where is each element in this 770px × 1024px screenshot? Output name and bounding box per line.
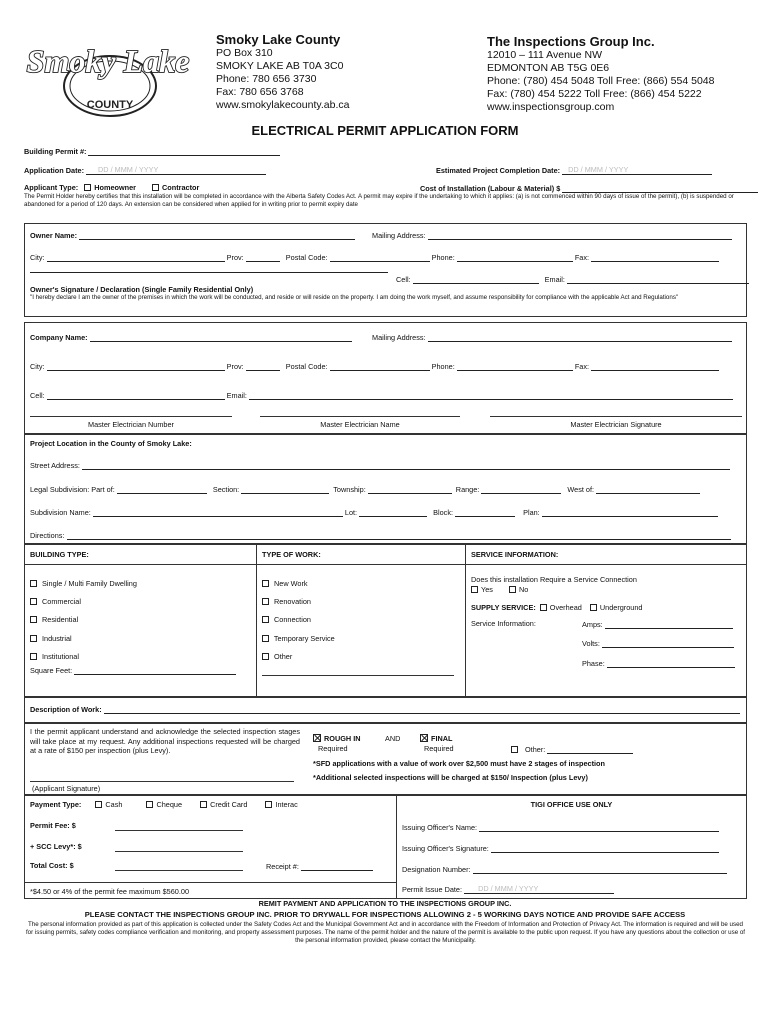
underground-checkbox[interactable] — [590, 604, 597, 611]
rough-in-checkbox[interactable] — [313, 734, 321, 742]
other-inspection-checkbox[interactable] — [511, 746, 518, 753]
inspections-contact — [487, 34, 714, 114]
volts-field[interactable] — [602, 638, 734, 648]
company-mailing-label: Mailing Address: — [372, 333, 426, 342]
range-label: Range: — [455, 485, 480, 494]
levy-note: *$4.50 or 4% of the permit fee maximum $560.00 — [30, 887, 189, 896]
homeowner-checkbox[interactable] — [84, 184, 91, 191]
issue-date-label: Permit Issue Date: — [402, 885, 463, 894]
street-field[interactable] — [82, 460, 730, 470]
owner-mailing-label: Mailing Address: — [372, 231, 426, 240]
inspections-line-1: 12010 – 111 Avenue NW — [487, 49, 603, 61]
supply-service-row — [471, 603, 642, 612]
amps-field[interactable] — [605, 619, 733, 629]
owner-city-label: City: — [30, 253, 45, 262]
other-work-line[interactable] — [262, 675, 454, 676]
company-cell-field[interactable] — [47, 390, 225, 400]
issuing-signature-row — [402, 843, 719, 853]
block-field[interactable] — [455, 507, 515, 517]
cost-label: Cost of Installation (Labour & Material) $ — [420, 184, 561, 193]
and-label: AND — [385, 734, 401, 743]
completion-date-placeholder: DD / MMM / YYYY — [568, 165, 629, 174]
applicant-signature-line[interactable] — [30, 781, 294, 782]
service-info-label: Service Information: — [471, 619, 536, 628]
overhead-label: Overhead — [549, 603, 582, 612]
work-type-checkbox-0[interactable] — [262, 580, 269, 587]
county-contact — [216, 32, 349, 112]
permit-fee-label: Permit Fee: $ — [30, 821, 76, 830]
company-prov-label: Prov: — [226, 362, 244, 371]
issuing-signature-label: Issuing Officer's Signature: — [402, 844, 489, 853]
overhead-checkbox[interactable] — [540, 604, 547, 611]
sfd-note: *SFD applications with a value of work over $2,500 must have 2 stages of inspection — [313, 759, 605, 768]
company-city-field[interactable] — [47, 361, 225, 371]
form-title: ELECTRICAL PERMIT APPLICATION FORM — [251, 123, 519, 138]
service-question: Does this installation Require a Service Connection — [471, 575, 637, 584]
building-type-checkbox-1[interactable] — [30, 598, 37, 605]
company-email-field[interactable] — [249, 390, 733, 400]
final-checkbox[interactable] — [420, 734, 428, 742]
receipt-field[interactable] — [301, 861, 373, 871]
building-type-title: BUILDING TYPE: — [30, 550, 89, 559]
work-type-checkbox-1[interactable] — [262, 598, 269, 605]
company-email-label: Email: — [226, 391, 247, 400]
owner-postal-field[interactable] — [330, 252, 430, 262]
underground-label: Underground — [599, 603, 643, 612]
owner-prov-label: Prov: — [226, 253, 244, 262]
application-date-label: Application Date: — [24, 166, 84, 175]
final-label: FINAL — [431, 734, 453, 743]
scc-levy-label: + SCC Levy*: $ — [30, 842, 82, 851]
company-postal-field[interactable] — [330, 361, 430, 371]
owner-city-row — [30, 252, 719, 262]
county-line-1: PO Box 310 — [216, 47, 273, 59]
contractor-label: Contractor — [162, 183, 200, 192]
description-row — [30, 704, 740, 714]
receipt-label: Receipt #: — [266, 862, 299, 871]
building-type-checkbox-3[interactable] — [30, 635, 37, 642]
issuing-name-row — [402, 822, 719, 832]
office-title: TIGI OFFICE USE ONLY — [530, 800, 613, 809]
applicant-signature-label: (Applicant Signature) — [32, 784, 101, 793]
cost-field[interactable] — [562, 183, 758, 193]
application-date-placeholder: DD / MMM / YYYY — [98, 165, 159, 174]
service-yes-no-row — [471, 585, 528, 594]
west-of-label: West of: — [567, 485, 595, 494]
inspections-line-4: Fax: (780) 454 5222 Toll Free: (866) 454 5222 — [487, 88, 702, 100]
volts-label: Volts: — [582, 639, 600, 648]
application-date-row — [24, 165, 266, 175]
owner-fax-field[interactable] — [591, 252, 719, 262]
service-title: SERVICE INFORMATION: — [471, 550, 559, 559]
logo-county-text: COUNTY — [86, 99, 134, 111]
phase-row — [582, 658, 735, 668]
inspections-line-5: www.inspectionsgroup.com — [487, 101, 615, 113]
issuing-signature-field[interactable] — [491, 843, 719, 853]
building-type-item[interactable] — [30, 611, 137, 629]
issuing-name-field[interactable] — [479, 822, 719, 832]
work-type-item[interactable] — [262, 593, 335, 611]
work-type-item[interactable] — [262, 575, 335, 593]
service-yes-label: Yes — [481, 585, 493, 594]
owner-city-field[interactable] — [47, 252, 225, 262]
scc-levy-field[interactable] — [115, 851, 243, 852]
building-permit-label: Building Permit #: — [24, 147, 87, 156]
work-type-label-2: Connection — [274, 615, 311, 625]
company-postal-label: Postal Code: — [285, 362, 328, 371]
application-date-field[interactable] — [86, 165, 266, 175]
building-permit-field[interactable] — [88, 146, 280, 156]
designation-field[interactable] — [473, 864, 727, 874]
company-name-field[interactable] — [90, 332, 352, 342]
work-type-checkbox-2[interactable] — [262, 616, 269, 623]
work-type-label-3: Temporary Service — [273, 633, 335, 643]
designation-label: Designation Number: — [402, 865, 471, 874]
owner-cell-field[interactable] — [413, 274, 539, 284]
subdivision-row — [30, 507, 718, 517]
building-type-label-3: Industrial — [42, 633, 72, 643]
square-feet-row — [30, 665, 236, 675]
owner-fax-label: Fax: — [574, 253, 590, 262]
contractor-checkbox[interactable] — [152, 184, 159, 191]
owner-name-field[interactable] — [79, 230, 355, 240]
cost-row — [420, 183, 758, 193]
building-permit-row — [24, 146, 280, 156]
directions-label: Directions: — [30, 531, 65, 540]
square-feet-label: Square Feet: — [30, 666, 73, 675]
legal-row — [30, 484, 700, 494]
inspections-line-3: Phone: (780) 454 5048 Toll Free: (866) 554 5048 — [487, 75, 715, 87]
section-label: Section: — [212, 485, 240, 494]
lot-field[interactable] — [359, 507, 427, 517]
owner-cell-row — [396, 274, 749, 284]
master-name-line[interactable] — [260, 416, 460, 417]
square-feet-field[interactable] — [74, 665, 236, 675]
final-required: Required — [424, 744, 454, 753]
type-of-work-list — [262, 575, 335, 666]
description-label: Description of Work: — [30, 705, 102, 714]
range-field[interactable] — [481, 484, 561, 494]
master-signature-label: Master Electrician Signature — [570, 420, 662, 429]
street-row — [30, 460, 730, 470]
completion-date-field[interactable] — [562, 165, 712, 175]
payment-cash-checkbox[interactable] — [95, 801, 102, 808]
owner-mailing-row — [372, 230, 732, 240]
building-type-item[interactable] — [30, 593, 137, 611]
work-type-label-4: Other — [274, 651, 293, 661]
rough-in-label: ROUGH IN — [324, 734, 361, 743]
owner-name-row — [30, 230, 355, 240]
applicant-type-row — [24, 183, 199, 192]
county-line-2: SMOKY LAKE AB T0A 3C0 — [216, 60, 344, 72]
plan-field[interactable] — [542, 507, 718, 517]
company-name-label: Company Name: — [30, 333, 88, 342]
other-inspection-label: Other: — [525, 745, 546, 754]
work-type-label-1: Renovation — [274, 597, 311, 607]
other-inspection-row — [511, 744, 633, 754]
building-type-checkbox-0[interactable] — [30, 580, 37, 587]
owner-name-label: Owner Name: — [30, 231, 78, 240]
work-type-checkbox-3[interactable] — [262, 635, 269, 642]
payment-type-label: Payment Type: — [30, 800, 82, 809]
completion-date-label: Estimated Project Completion Date: — [436, 166, 561, 175]
supply-service-label: SUPPLY SERVICE: — [471, 603, 536, 612]
section-field[interactable] — [241, 484, 329, 494]
total-cost-field[interactable] — [115, 870, 243, 871]
service-no-checkbox[interactable] — [509, 586, 516, 593]
designation-row — [402, 864, 727, 874]
inspection-acknowledgement: I the permit applicant understand and acknowledge the selected inspection stages will take place at my request. Any additional inspections requested will be charged at a rate of $150 per inspection (plus Levy). — [30, 727, 300, 755]
service-yes-checkbox[interactable] — [471, 586, 478, 593]
phase-label: Phase: — [582, 659, 605, 668]
west-of-field[interactable] — [596, 484, 700, 494]
other-inspection-field[interactable] — [547, 744, 633, 754]
completion-date-row — [436, 165, 712, 175]
master-number-label: Master Electrician Number — [88, 420, 174, 429]
block-label: Block: — [433, 508, 454, 517]
remit-notice: REMIT PAYMENT AND APPLICATION TO THE INSPECTIONS GROUP INC. — [258, 899, 512, 908]
part-of-field[interactable] — [117, 484, 207, 494]
company-cell-label: Cell: — [30, 391, 45, 400]
volts-row — [582, 638, 734, 648]
building-type-list — [30, 575, 137, 666]
work-type-item[interactable] — [262, 648, 335, 666]
company-mailing-field[interactable] — [428, 332, 732, 342]
payment-interac-checkbox[interactable] — [265, 801, 272, 808]
plan-label: Plan: — [523, 508, 540, 517]
company-prov-field[interactable] — [246, 361, 280, 371]
rough-in-row — [313, 734, 361, 743]
owner-phone-field[interactable] — [457, 252, 573, 262]
county-logo — [18, 28, 198, 118]
payment-type-row — [30, 800, 298, 809]
work-type-label-0: New Work — [274, 579, 308, 588]
building-type-item[interactable] — [30, 630, 137, 648]
owner-signature-title: Owner's Signature / Declaration (Single Family Residential Only) — [30, 285, 254, 294]
company-name-row — [30, 332, 352, 342]
payment-cash-label: Cash — [105, 800, 123, 809]
company-cell-row — [30, 390, 733, 400]
owner-postal-label: Postal Code: — [285, 253, 328, 262]
logo-graphic — [18, 28, 198, 118]
county-line-3: Phone: 780 656 3730 — [216, 73, 317, 85]
owner-cell-label: Cell: — [396, 275, 411, 284]
additional-inspection-note: *Additional selected inspections will be charged at $150/ Inspection (plus Levy) — [313, 773, 588, 782]
issue-date-placeholder: DD / MMM / YYYY — [478, 884, 539, 893]
directions-row — [30, 530, 731, 540]
building-type-label-0: Single / Multi Family Dwelling — [42, 579, 137, 588]
building-type-checkbox-2[interactable] — [30, 616, 37, 623]
inspections-name: The Inspections Group Inc. — [487, 34, 655, 49]
inspections-line-2: EDMONTON AB T5G 0E6 — [487, 62, 610, 74]
privacy-notice: The personal information provided as part of this application is collected under the Safety Codes Act and the Municipal Government Act and in accordance with the Freedom of Information and Protection of Privacy Act. The information is required and will be used for issuing permits, safety codes compliance verification and monitoring, and property assessment purposes. The name of the permit holder and the nature of the permit is available to the public upon request. If you have any questions about the collection or use of the personal information provided, please contact the Municipality. — [25, 921, 746, 944]
logo-title-text: Smoky Lake — [26, 43, 190, 79]
building-type-checkbox-4[interactable] — [30, 653, 37, 660]
company-phone-field[interactable] — [457, 361, 573, 371]
total-cost-label: Total Cost: $ — [30, 861, 74, 870]
directions-field[interactable] — [67, 530, 731, 540]
amps-label: Amps: — [582, 620, 603, 629]
work-type-checkbox-4[interactable] — [262, 653, 269, 660]
township-field[interactable] — [368, 484, 452, 494]
master-number-line[interactable] — [30, 416, 232, 417]
issue-date-row — [402, 884, 614, 894]
owner-declaration: "I hereby declare I am the owner of the premises in which the work will be conducted, and reside or will reside on the property. I am doing the work myself, and assume responsibility for compliance with the applicable Act and Regulations" — [30, 294, 679, 301]
subdivision-label: Subdivision Name: — [30, 508, 91, 517]
payment-cheque-checkbox[interactable] — [146, 801, 153, 808]
permit-notice: The Permit Holder hereby certifies that this installation will be completed in accordance with the Alberta Safety Codes Act. A permit may expire if the undertaking to which it applies: (a) is not commenced within 90 days of issue of the permit), (b) is suspended or abandoned for a period of 120 days. An extension can be considered when applied for in writing prior to permit expiry date — [24, 193, 734, 208]
company-fax-label: Fax: — [574, 362, 590, 371]
township-label: Township: — [333, 485, 366, 494]
service-no-label: No — [518, 585, 529, 594]
payment-cheque-label: Cheque — [156, 800, 183, 809]
company-city-label: City: — [30, 362, 45, 371]
subdivision-field[interactable] — [93, 507, 343, 517]
type-of-work-title: TYPE OF WORK: — [262, 550, 321, 559]
work-type-item[interactable] — [262, 611, 335, 629]
owner-email-label: Email: — [544, 275, 565, 284]
description-field[interactable] — [104, 704, 740, 714]
location-title: Project Location in the County of Smoky Lake: — [30, 439, 192, 448]
county-line-5: www.smokylakecounty.ab.ca — [216, 99, 350, 111]
owner-mailing-field[interactable] — [428, 230, 732, 240]
payment-credit-checkbox[interactable] — [200, 801, 207, 808]
owner-prov-field[interactable] — [246, 252, 280, 262]
company-fax-field[interactable] — [591, 361, 719, 371]
lot-label: Lot: — [344, 508, 358, 517]
homeowner-label: Homeowner — [94, 183, 136, 192]
payment-credit-label: Credit Card — [210, 800, 248, 809]
applicant-type-label: Applicant Type: — [24, 183, 79, 192]
company-city-row — [30, 361, 719, 371]
street-label: Street Address: — [30, 461, 80, 470]
legal-label: Legal Subdivision: Part of: — [30, 485, 115, 494]
company-phone-label: Phone: — [431, 362, 455, 371]
county-name: Smoky Lake County — [216, 32, 341, 47]
master-name-label: Master Electrician Name — [320, 420, 400, 429]
building-type-label-2: Residential — [42, 615, 79, 625]
permit-fee-field[interactable] — [115, 830, 243, 831]
issuing-name-label: Issuing Officer's Name: — [402, 823, 478, 832]
payment-interac-label: Interac — [275, 800, 298, 809]
master-signature-line[interactable] — [490, 416, 742, 417]
rough-in-required: Required — [318, 744, 348, 753]
final-row — [420, 734, 452, 743]
company-mailing-row — [372, 332, 732, 342]
building-type-label-1: Commercial — [42, 597, 81, 607]
owner-phone-label: Phone: — [431, 253, 455, 262]
building-type-item[interactable] — [30, 648, 137, 666]
owner-email-field[interactable] — [567, 274, 749, 284]
issue-date-field[interactable] — [464, 884, 614, 894]
receipt-row — [266, 861, 373, 871]
drywall-notice: PLEASE CONTACT THE INSPECTIONS GROUP INC. PRIOR TO DRYWALL FOR INSPECTIONS ALLOWING 2 - 5 WORKING DAYS NOTICE AND PROVIDE SAFE ACCESS — [84, 910, 686, 919]
building-type-label-4: Institutional — [42, 651, 79, 661]
county-line-4: Fax: 780 656 3768 — [216, 86, 304, 98]
owner-signature-line[interactable] — [30, 263, 388, 273]
amps-row — [582, 619, 733, 629]
phase-field[interactable] — [607, 658, 735, 668]
work-type-item[interactable] — [262, 630, 335, 648]
building-type-item[interactable] — [30, 575, 137, 593]
